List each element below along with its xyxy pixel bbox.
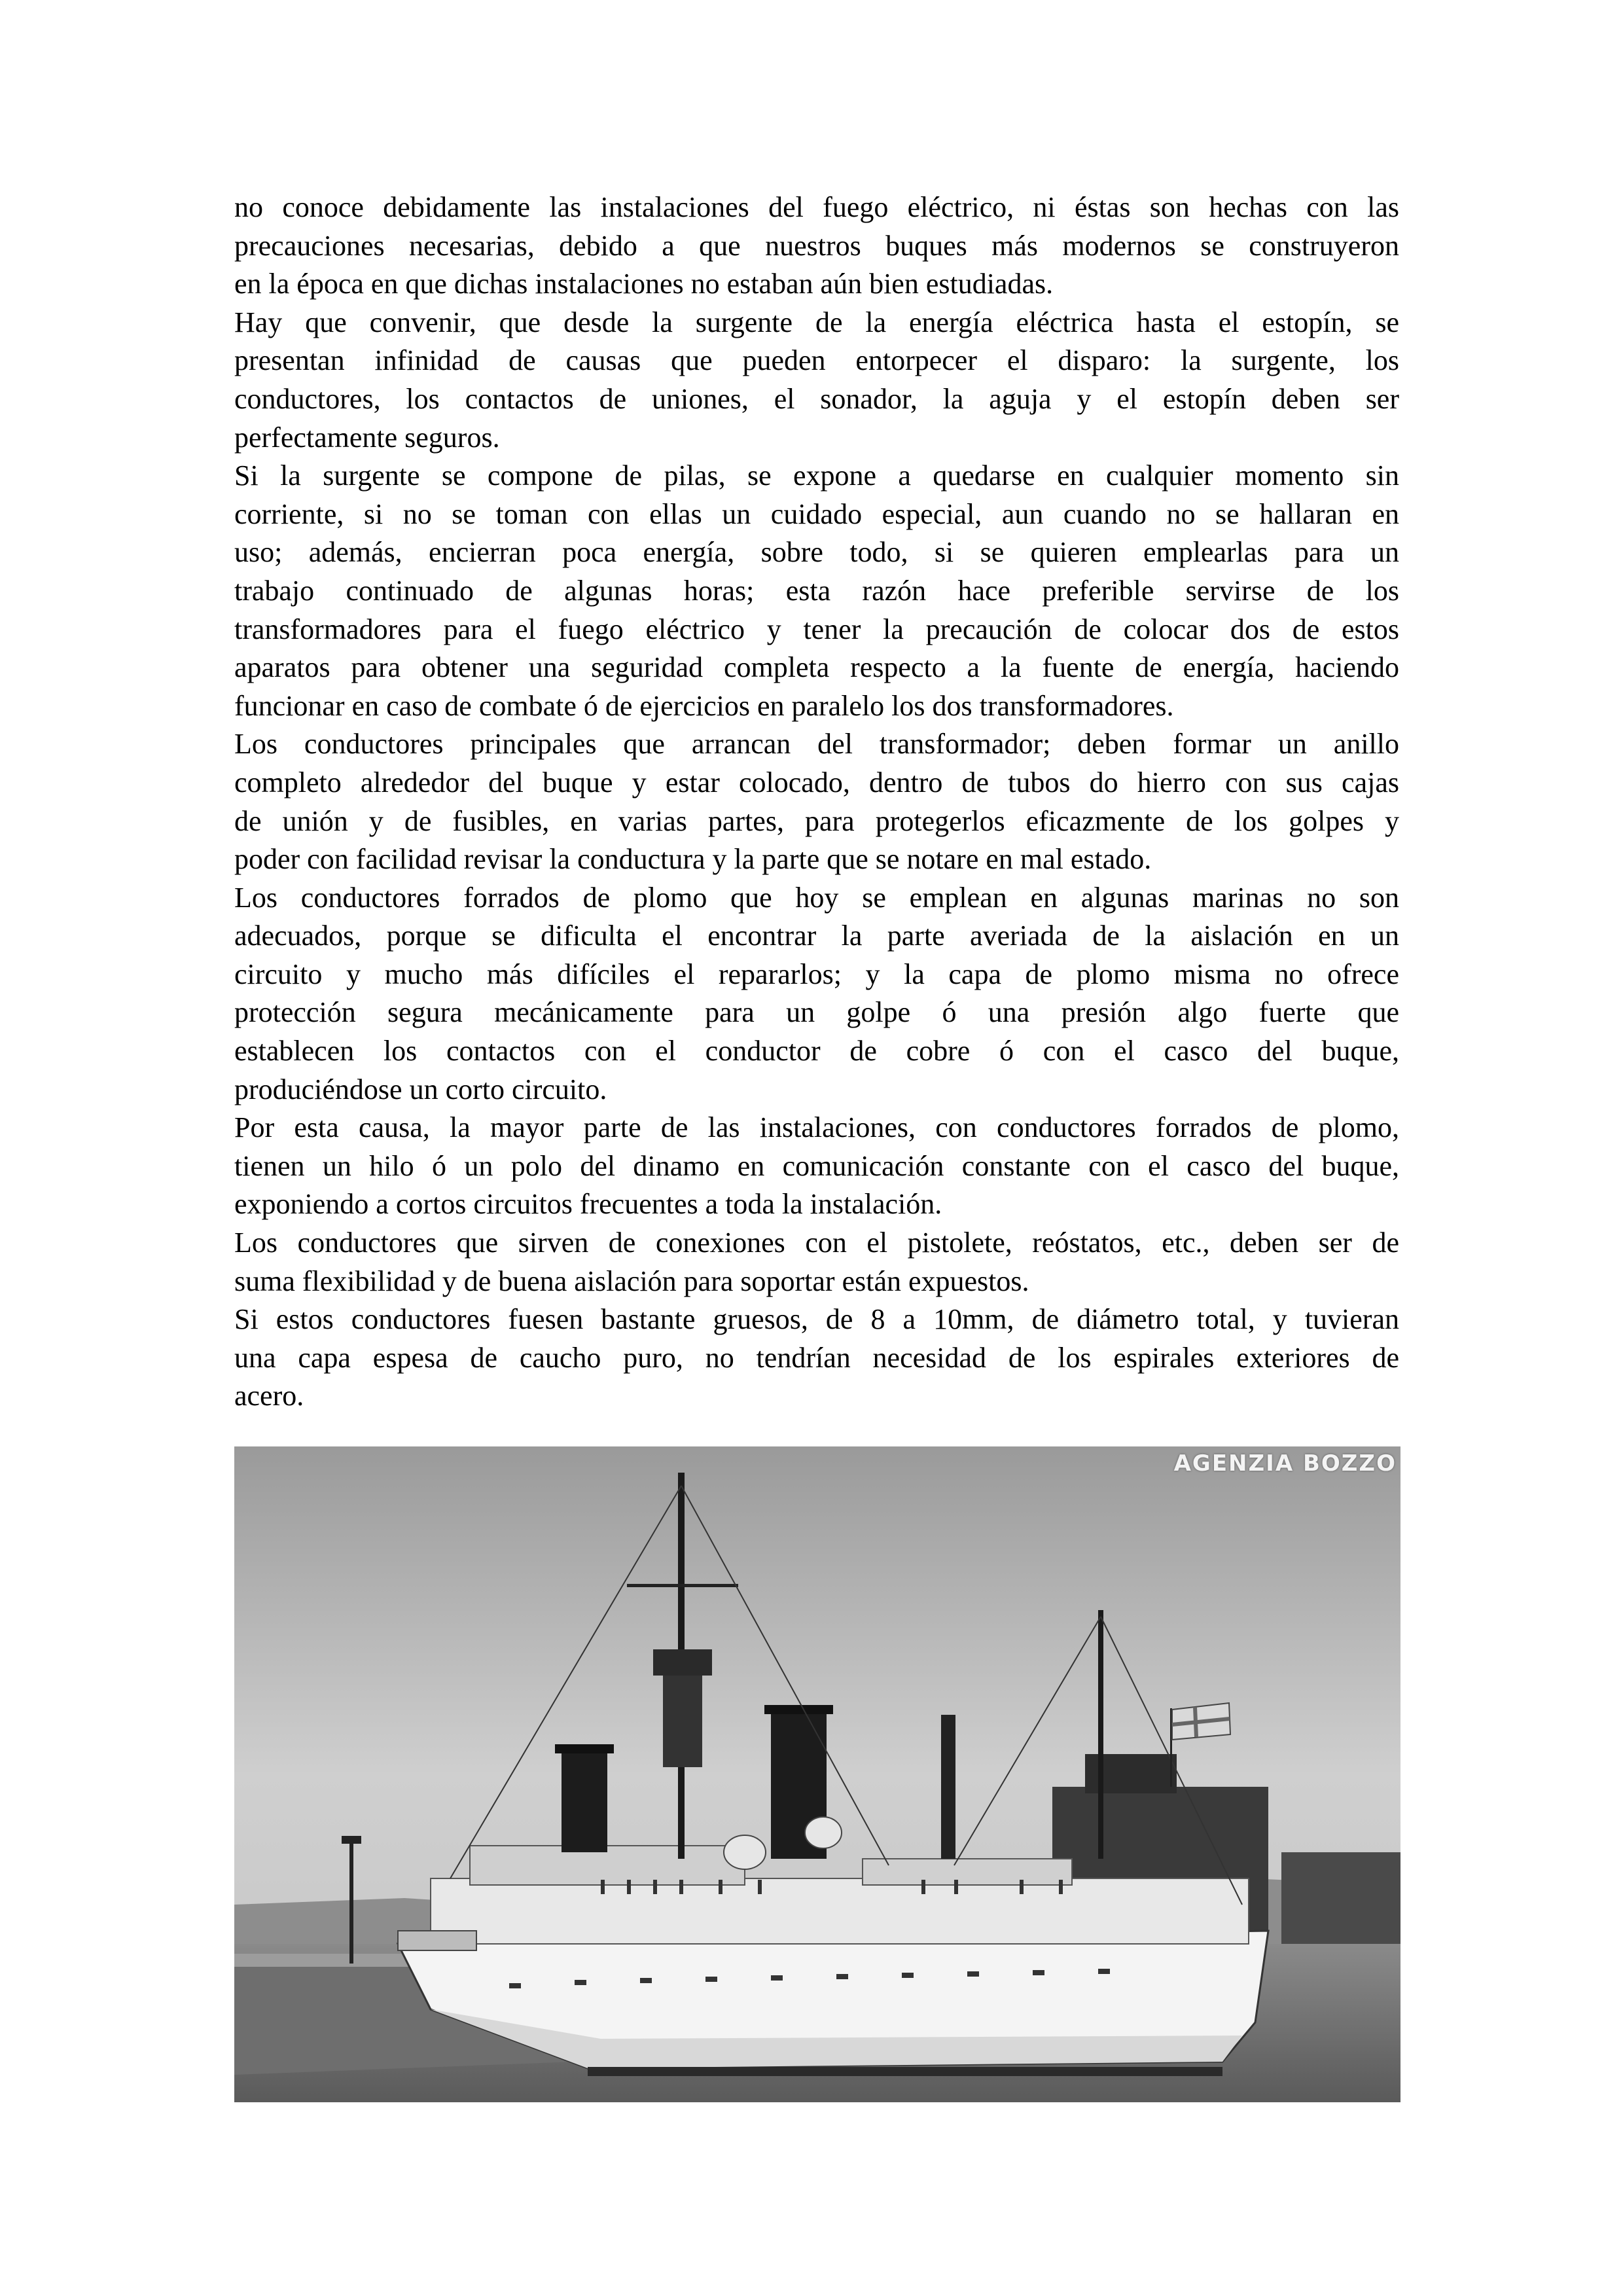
text-line: no conoce debidamente las instalaciones del fuego eléctrico, ni éstas son hechas con las: [234, 191, 1399, 223]
text-line: perfectamente seguros.: [234, 421, 500, 454]
text-line: tienen un hilo ó un polo del dinamo en comunicación constante con el casco del buque,: [234, 1149, 1399, 1182]
text-line: produciéndose un corto circuito.: [234, 1073, 607, 1105]
text-line: suma flexibilidad y de buena aislación para soportar están expuestos.: [234, 1265, 1029, 1297]
paragraph: [234, 188, 1399, 304]
text-line: Hay que convenir, que desde la surgente de la energía eléctrica hasta el estopín, se: [234, 306, 1399, 338]
paragraph: [234, 1224, 1399, 1300]
paragraph: [234, 725, 1399, 878]
text-line: uso; además, encierran poca energía, sobre todo, si se quieren emplearlas para un: [234, 536, 1399, 569]
text-line: Si la surgente se compone de pilas, se expone a quedarse en cualquier momento sin: [234, 459, 1399, 492]
text-line: adecuados, porque se dificulta el encontrar la parte averiada de la aislación en un: [234, 920, 1399, 952]
text-line: Los conductores principales que arrancan del transformador; deben formar un anillo: [234, 728, 1399, 761]
paragraph: [234, 457, 1399, 725]
text-line: trabajo continuado de algunas horas; esta razón hace preferible servirse de los: [234, 574, 1399, 607]
paragraph: [234, 304, 1399, 457]
photo-watermark: AGENZIA BOZZO: [1173, 1450, 1397, 1477]
text-line: precauciones necesarias, debido a que nuestros buques más modernos se construyeron: [234, 229, 1399, 262]
paragraph: [234, 879, 1399, 1109]
text-line: exponiendo a cortos circuitos frecuentes a toda la instalación.: [234, 1188, 942, 1221]
text-line: transformadores para el fuego eléctrico y tener la precaución de colocar dos de estos: [234, 613, 1399, 645]
paragraph: [234, 1109, 1399, 1224]
text-line: una capa espesa de caucho puro, no tendrían necesidad de los espirales exteriores de: [234, 1341, 1399, 1374]
text-line: establecen los contactos con el conductor de cobre ó con el casco del buque,: [234, 1035, 1399, 1067]
text-line: acero.: [234, 1380, 304, 1412]
text-line: conductores, los contactos de uniones, el sonador, la aguja y el estopín deben ser: [234, 382, 1399, 415]
text-line: Si estos conductores fuesen bastante gruesos, de 8 a 10mm, de diámetro total, y tuvieran: [234, 1303, 1399, 1336]
text-line: circuito y mucho más difíciles el repararlos; y la capa de plomo misma no ofrece: [234, 958, 1399, 990]
text-line: Los conductores que sirven de conexiones con el pistolete, reóstatos, etc., deben ser de: [234, 1227, 1399, 1259]
paragraph: [234, 1300, 1399, 1416]
text-line: Por esta causa, la mayor parte de las instalaciones, con conductores forrados de plomo,: [234, 1111, 1399, 1144]
warship-image: [234, 1446, 1400, 2102]
text-line: corriente, si no se toman con ellas un cuidado especial, aun cuando no se hallaran en: [234, 497, 1399, 530]
text-line: completo alrededor del buque y estar colocado, dentro de tubos do hierro con sus cajas: [234, 766, 1399, 798]
text-line: poder con facilidad revisar la conductura y la parte que se notare en mal estado.: [234, 843, 1152, 876]
warship-photo: [234, 1446, 1400, 2102]
text-line: presentan infinidad de causas que pueden entorpecer el disparo: la surgente, los: [234, 344, 1399, 377]
text-line: de unión y de fusibles, en varias partes, para protegerlos eficazmente de los golpes y: [234, 804, 1399, 837]
body-text: [234, 188, 1399, 1416]
text-line: aparatos para obtener una seguridad completa respecto a la fuente de energía, haciendo: [234, 651, 1399, 684]
text-line: en la época en que dichas instalaciones no estaban aún bien estudiadas.: [234, 268, 1054, 300]
text-line: Los conductores forrados de plomo que hoy se emplean en algunas marinas no son: [234, 881, 1399, 914]
text-line: protección segura mecánicamente para un golpe ó una presión algo fuerte que: [234, 996, 1399, 1029]
text-line: funcionar en caso de combate ó de ejercicios en paralelo los dos transformadores.: [234, 689, 1174, 722]
